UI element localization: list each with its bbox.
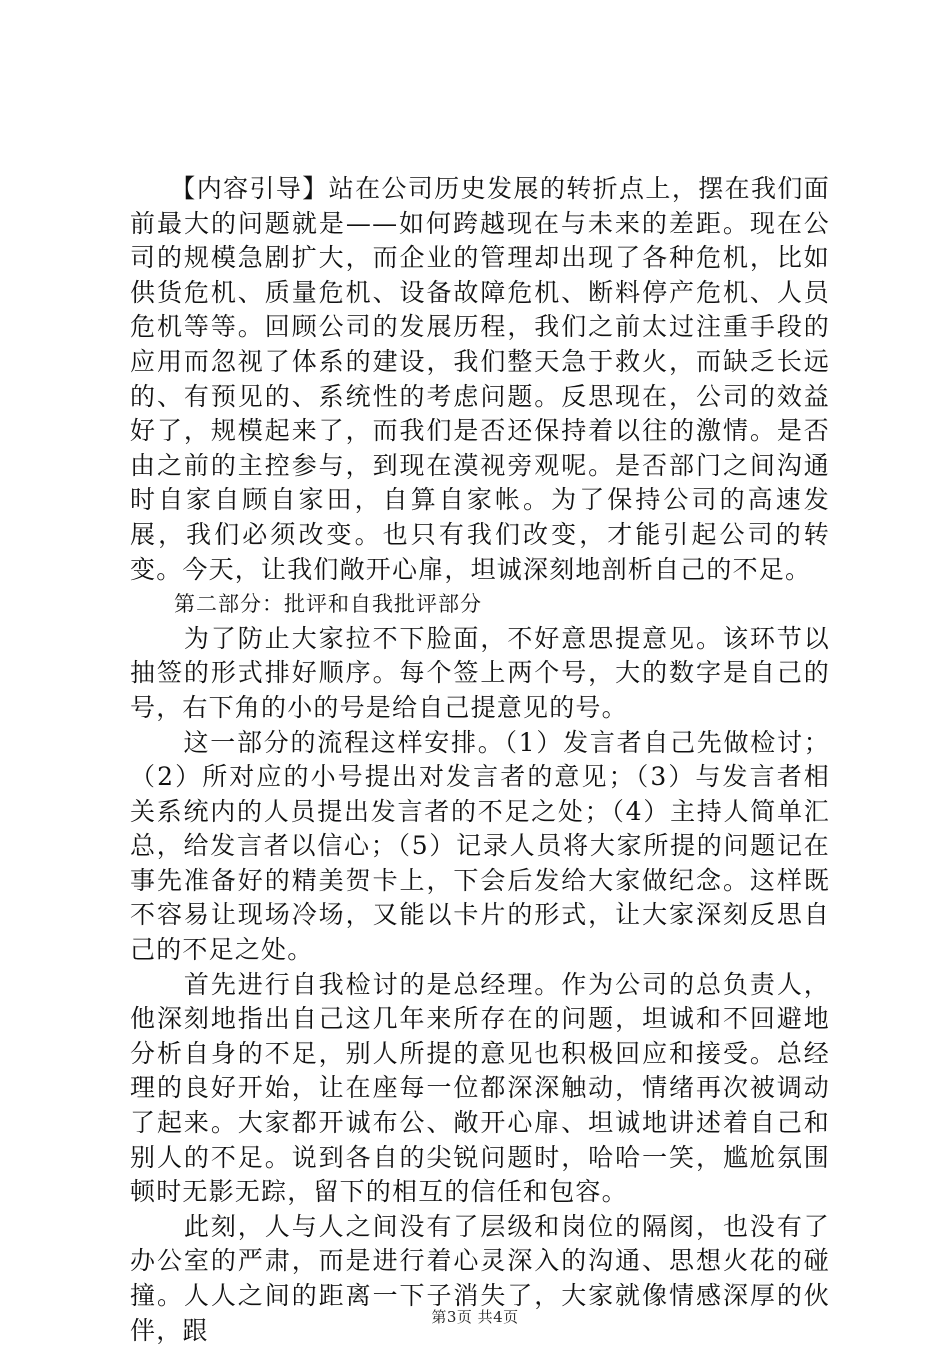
paragraph-lottery: 为了防止大家拉不下脸面，不好意思提意见。该环节以抽签的形式排好顺序。每个签上两个号，大的数字是自己的号，右下角的小的号是给自己提意见的号。 bbox=[130, 623, 830, 722]
paragraph-intro: 【内容引导】站在公司历史发展的转折点上，摆在我们面前最大的问题就是——如何跨越现在与未来的差距。现在公司的规模急剧扩大，而企业的管理却出现了各种危机，比如供货危机、质量危机、设备故障危机、断料停产危机、人员危机等等。回顾公司的发展历程，我们之前太过注重手段的应用而忽视了体系的建设，我们整天急于救火，而缺乏长远的、有预见的、系统性的考虑问题。反思现在，公司的效益好了，规模起来了，而我们是否还保持着以往的激情。是否由之前的主控参与，到现在漠视旁观呢。是否部门之间沟通时自家自顾自家田，自算自家帐。为了保持公司的高速发展，我们必须改变。也只有我们改变，才能引起公司的转变。今天，让我们敞开心扉，坦诚深刻地剖析自己的不足。 bbox=[130, 174, 830, 584]
paragraph-moment: 此刻，人与人之间没有了层级和岗位的隔阂，也没有了办公室的严肃，而是进行着心灵深入的沟通、思想火花的碰撞。人人之间的距离一下子消失了，大家就像情感深厚的伙伴，跟 bbox=[130, 1211, 830, 1345]
section-heading: 第二部分：批评和自我批评部分 bbox=[130, 592, 482, 617]
body-text bbox=[130, 172, 830, 1348]
page-footer: 第3页 共4页 bbox=[431, 1308, 519, 1326]
paragraph-process: 这一部分的流程这样安排。（1）发言者自己先做检讨；（2）所对应的小号提出对发言者的意见；（3）与发言者相关系统内的人员提出发言者的不足之处；（4）主持人简单汇总，给发言者以信心；（5）记录人员将大家所提的问题记在事先准备好的精美贺卡上，下会后发给大家做纪念。这样既不容易让现场冷场，又能以卡片的形式，让大家深刻反思自己的不足之处。 bbox=[130, 727, 830, 965]
paragraph-manager: 首先进行自我检讨的是总经理。作为公司的总负责人，他深刻地指出自己这几年来所存在的问题，坦诚和不回避地分析自身的不足，别人所提的意见也积极回应和接受。总经理的良好开始，让在座每一位都深深触动，情绪再次被调动了起来。大家都开诚布公、敞开心扉、坦诚地讲述着自己和别人的不足。说到各自的尖锐问题时，哈哈一笑，尴尬氛围顿时无影无踪，留下的相互的信任和包容。 bbox=[130, 969, 830, 1207]
